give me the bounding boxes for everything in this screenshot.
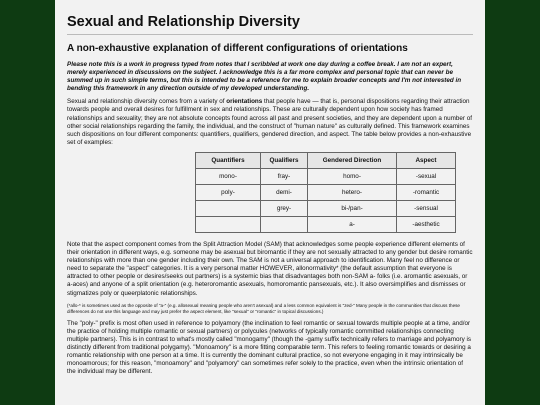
paragraph-orientations bbox=[67, 98, 473, 147]
table-cell: fray- bbox=[261, 168, 308, 184]
table-cell bbox=[196, 200, 261, 216]
table-cell bbox=[196, 216, 261, 232]
para1-bold-term: orientations bbox=[226, 98, 263, 106]
table-cell: poly- bbox=[196, 184, 261, 200]
header-gendered-direction: Gendered Direction bbox=[308, 152, 397, 168]
table-cell: mono- bbox=[196, 168, 261, 184]
table-cell: -sexual bbox=[397, 168, 456, 184]
paragraph-poly-prefix: The "poly-" prefix is most often used in reference to polyamory (the inclination to feel romantic or sexual towards multiple people at a time, and/or the practice of holding multiple romantic or sexual partners) or polycules (networks of typically romantic committed relationships connecting multiple partners). This is in contrast to what's mostly called "monogamy" (though the -gamy suffix technically refers to marriage and polyamory is distinctly different from traditional polygamy). "Monoamory" is a more fitting comparable term. This refers to feeling romantic towards or desiring a romantic relationship with one person at a time. It is currently the dominant cultural practice, so not everyone engaging in it may intrinsically be monoamorous; for this reason, "monoamory" and "polyamory" can sometimes refer solely to the practice, even when the intrinsic orientation of the individual may be different. bbox=[67, 319, 472, 376]
table-row bbox=[196, 168, 456, 184]
table-row bbox=[196, 216, 456, 232]
table-cell: homo- bbox=[308, 168, 397, 184]
table-cell bbox=[261, 216, 308, 232]
table-cell: bi-/pan- bbox=[308, 200, 397, 216]
table-header-row bbox=[196, 152, 456, 168]
table-row bbox=[196, 200, 456, 216]
table-row bbox=[196, 184, 456, 200]
document-body bbox=[55, 0, 485, 376]
page-title: Sexual and Relationship Diversity bbox=[67, 14, 300, 30]
para1-text-start: Sexual and relationship diversity comes from a variety of bbox=[67, 98, 227, 106]
header-qualifiers: Qualifiers bbox=[261, 152, 308, 168]
table-cell: -romantic bbox=[397, 184, 456, 200]
table-cell: hetero- bbox=[308, 184, 397, 200]
page-subtitle: A non-exhaustive explanation of different configurations of orientations bbox=[67, 43, 408, 54]
paragraph-split-attraction: Note that the aspect component comes from the Split Attraction Model (SAM) that acknowledges some people experience different elements of their orientation in different ways, e.g. someone may be asexual but biromantic if they are not sexually attracted to any gender but desire romantic relationships with more than one gender including their own. The SAM is not a universal approach to identification. Many feel no difference or need to separate the "aspect" categories. It is a very personal matter HOWEVER, allonormativity* (the default assumption that everyone is attracted to other people or desires/seeks out partners) is a systemic bias that disadvantages both non-SAM a- folks (i.e. aromantic asexuals, or a-aces) and anyone of a split orientation (e.g. heteroromantic asexuals, homoromantic pansexuals, etc.). It also oversimplifies and dismisses or stigmatizes poly or queerplatonic relationships. bbox=[67, 240, 473, 297]
table-cell: a- bbox=[308, 216, 397, 232]
para1-text-end: that people have — that is, personal dispositions regarding their attraction towards people and overall desires for fulfillment in sex and relationships. These are culturally dependent upon how society has framed relationships and sexuality; they are not absolute concepts found across all past and present societies, and they are dependent upon a number of other social relationships regarding the family, the individual, and the construct of "human nature" as culturally defined. This framework examines such dispositions on four different components: quantifiers, qualifiers, gendered direction, and aspect. The table below provides a non-exhaustive set of examples: bbox=[67, 98, 473, 146]
table-cell: grey- bbox=[261, 200, 308, 216]
header-quantifiers: Quantifiers bbox=[196, 152, 261, 168]
table-cell: -aesthetic bbox=[397, 216, 456, 232]
intro-disclaimer: Please note this is a work in progress typed from notes that I scribbled at work one day during a coffee break. I am not an expert, merely experienced in discussions on the subject. I acknowledge this is a far more complex and personal topic that can never be summed up in such simple terms, but this is intended to be a reference for me to explain broader concepts and I'm not interested in bending this framework in any direction outside of my developed understanding. bbox=[67, 61, 462, 93]
table-cell: -sensual bbox=[397, 200, 456, 216]
footnote-allo: (*allo-* is sometimes used as the opposite of "a-" (e.g. allosexual meaning people who aren't asexual) and a less common equivalent is "zed-" Many people in the communities that discuss these differences do not use this language and may just prefer the aspect element, like "sexual" or "romantic" in topical discussions.) bbox=[67, 302, 460, 314]
table-cell: demi- bbox=[261, 184, 308, 200]
header-aspect: Aspect bbox=[397, 152, 456, 168]
document-page bbox=[55, 0, 485, 405]
orientation-table bbox=[195, 152, 456, 233]
title-divider bbox=[67, 34, 473, 35]
